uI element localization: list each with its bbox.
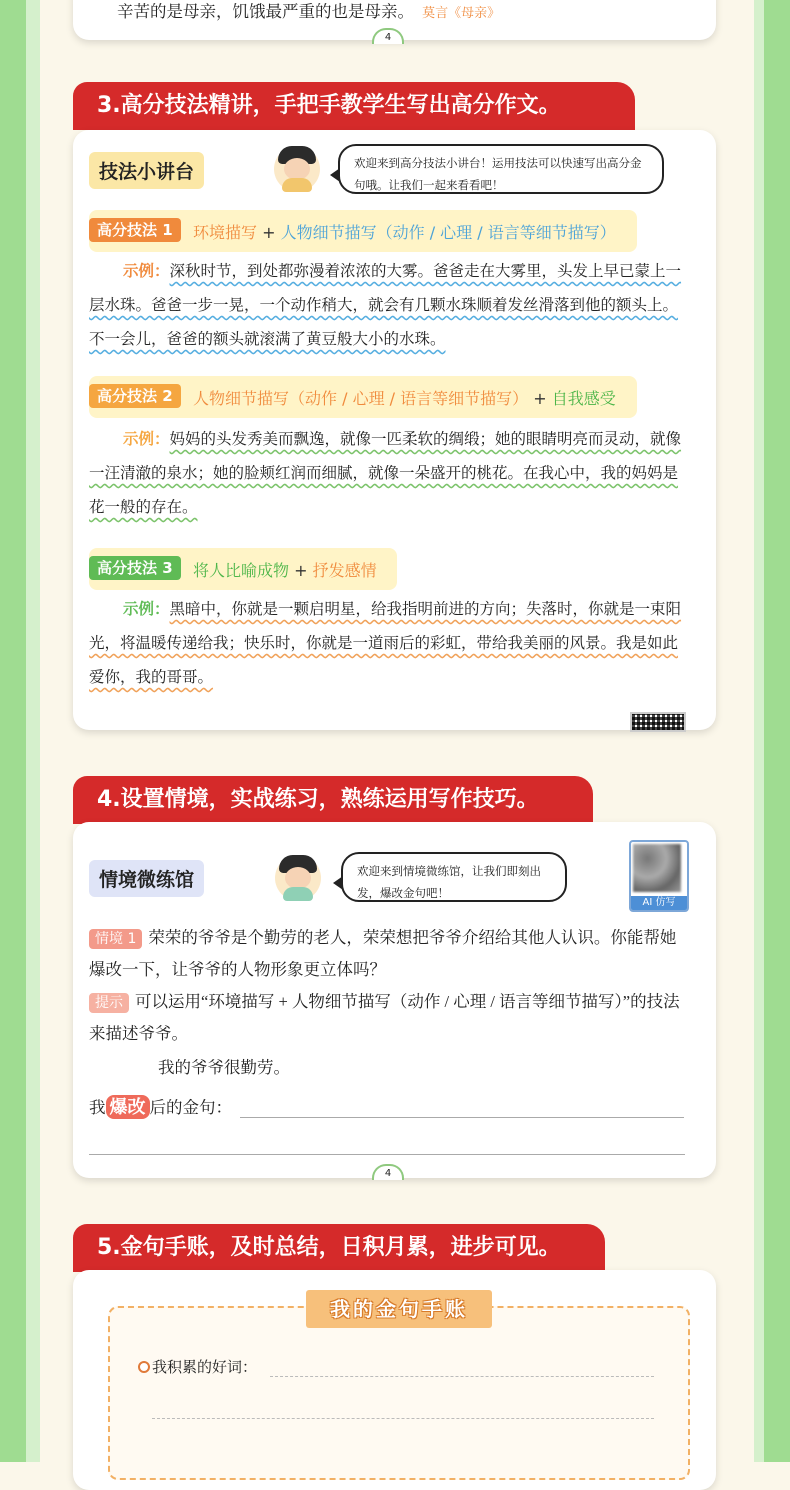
good-words-line-1[interactable]	[270, 1376, 654, 1377]
section-5-heading: 5.金句手账，及时总结，日积月累，进步可见。	[73, 1224, 605, 1272]
technique-2-tag: 高分技法 2	[89, 384, 181, 408]
right-border-stripe	[754, 0, 790, 1462]
hint-text: 可以运用“环境描写 + 人物细节描写（动作 / 心理 / 语言等细节描写）”的技法来描述爷爷。	[89, 992, 680, 1043]
technique-3-part-a: 将人比喻成物	[193, 561, 290, 580]
answer-suffix: 后的金句：	[149, 1098, 232, 1117]
section-3-label: 技法小讲台	[89, 152, 204, 189]
example-label: 示例：	[123, 599, 170, 618]
answer-line-2[interactable]	[89, 1154, 685, 1155]
notebook-frame	[108, 1306, 690, 1480]
section-4-heading: 4.设置情境，实战练习，熟练运用写作技巧。	[73, 776, 593, 824]
technique-3-example-text: 黑暗中，你就是一颗启明星，给我指明前进的方向；失落时，你就是一束阳光，将温暖传递给我；快乐时，你就是一道雨后的彩虹，带给我美丽的风景。我是如此爱你，我的哥哥。	[89, 600, 682, 686]
left-border-stripe	[0, 0, 40, 1462]
technique-1-plus: +	[262, 223, 276, 242]
technique-1-title	[193, 220, 616, 243]
answer-highlight: 爆改	[106, 1095, 150, 1119]
technique-1-part-b: 人物细节描写（动作 / 心理 / 语言等细节描写）	[280, 223, 616, 242]
technique-2-example	[89, 422, 685, 524]
example-label: 示例：	[123, 261, 170, 280]
quote-text: 辛苦的是母亲，饥饿最严重的也是母亲。	[117, 2, 414, 21]
section-3-speech-bubble: 欢迎来到高分技法小讲台！运用技法可以快速写出高分金句哦。让我们一起来看看吧！	[338, 144, 664, 194]
boy-avatar-icon	[275, 855, 321, 901]
technique-3-part-b: 抒发感情	[312, 561, 377, 580]
page-number-marker: 4	[372, 28, 404, 44]
hint-tag: 提示	[89, 993, 129, 1013]
technique-2-row	[89, 376, 637, 418]
technique-3-tag: 高分技法 3	[89, 556, 181, 580]
technique-1-example-text: 深秋时节，到处都弥漫着浓浓的大雾。爸爸走在大雾里，头发上早已蒙上一层水珠。爸爸一步一晃，一个动作稍大，就会有几颗水珠顺着发丝滑落到他的额头上。不一会儿，爸爸的额头就滚满了黄豆般大小的水珠。	[89, 262, 682, 348]
quote-source: 莫言《母亲》	[422, 5, 501, 20]
ai-rewrite-qr-icon[interactable]	[629, 840, 689, 912]
sample-sentence: 我的爷爷很勤劳。	[158, 1058, 290, 1077]
good-words-line-2[interactable]	[152, 1418, 654, 1419]
notebook-banner: 我的金句手账	[306, 1290, 492, 1328]
technique-1-example	[89, 254, 685, 356]
scene-tag: 情境 1	[89, 929, 142, 949]
technique-1-tag: 高分技法 1	[89, 218, 181, 242]
technique-3-row	[89, 548, 397, 590]
section-4-speech-bubble: 欢迎来到情境微练馆，让我们即刻出发，爆改金句吧！	[341, 852, 567, 902]
answer-prefix: 我	[89, 1098, 106, 1117]
ai-rewrite-caption: AI 仿写	[631, 896, 687, 910]
good-words-label: 我积累的好词：	[152, 1358, 258, 1376]
technique-1-row	[89, 210, 637, 252]
bullet-icon	[138, 1361, 150, 1373]
section-4-label: 情境微练馆	[89, 860, 204, 897]
technique-3-plus: +	[294, 561, 308, 580]
technique-3-example	[89, 592, 685, 694]
page-number-marker: 4	[372, 1164, 404, 1180]
girl-avatar-icon	[274, 146, 320, 192]
technique-3-title	[193, 558, 377, 581]
qr-code-icon[interactable]	[630, 712, 686, 732]
answer-prompt	[89, 1092, 289, 1124]
technique-2-plus: +	[533, 389, 547, 408]
quote-line	[117, 0, 500, 22]
scene-text: 荣荣的爷爷是个勤劳的老人，荣荣想把爷爷介绍给其他人认识。你能帮她爆改一下，让爷爷的人物形象更立体吗？	[89, 928, 677, 979]
answer-line-1[interactable]	[240, 1117, 684, 1118]
technique-1-part-a: 环境描写	[193, 223, 258, 242]
technique-2-part-b: 自我感受	[551, 389, 616, 408]
technique-2-title	[193, 386, 616, 409]
technique-2-part-a: 人物细节描写（动作 / 心理 / 语言等细节描写）	[193, 389, 529, 408]
example-label: 示例：	[123, 429, 170, 448]
section-3-heading: 3.高分技法精讲，手把手教学生写出高分作文。	[73, 82, 635, 130]
scene-prompt	[89, 922, 689, 986]
hint	[89, 986, 689, 1050]
technique-2-example-text: 妈妈的头发秀美而飘逸，就像一匹柔软的绸缎；她的眼睛明亮而灵动，就像一汪清澈的泉水；她的脸颊红润而细腻，就像一朵盛开的桃花。在我心中，我的妈妈是花一般的存在。	[89, 430, 682, 516]
